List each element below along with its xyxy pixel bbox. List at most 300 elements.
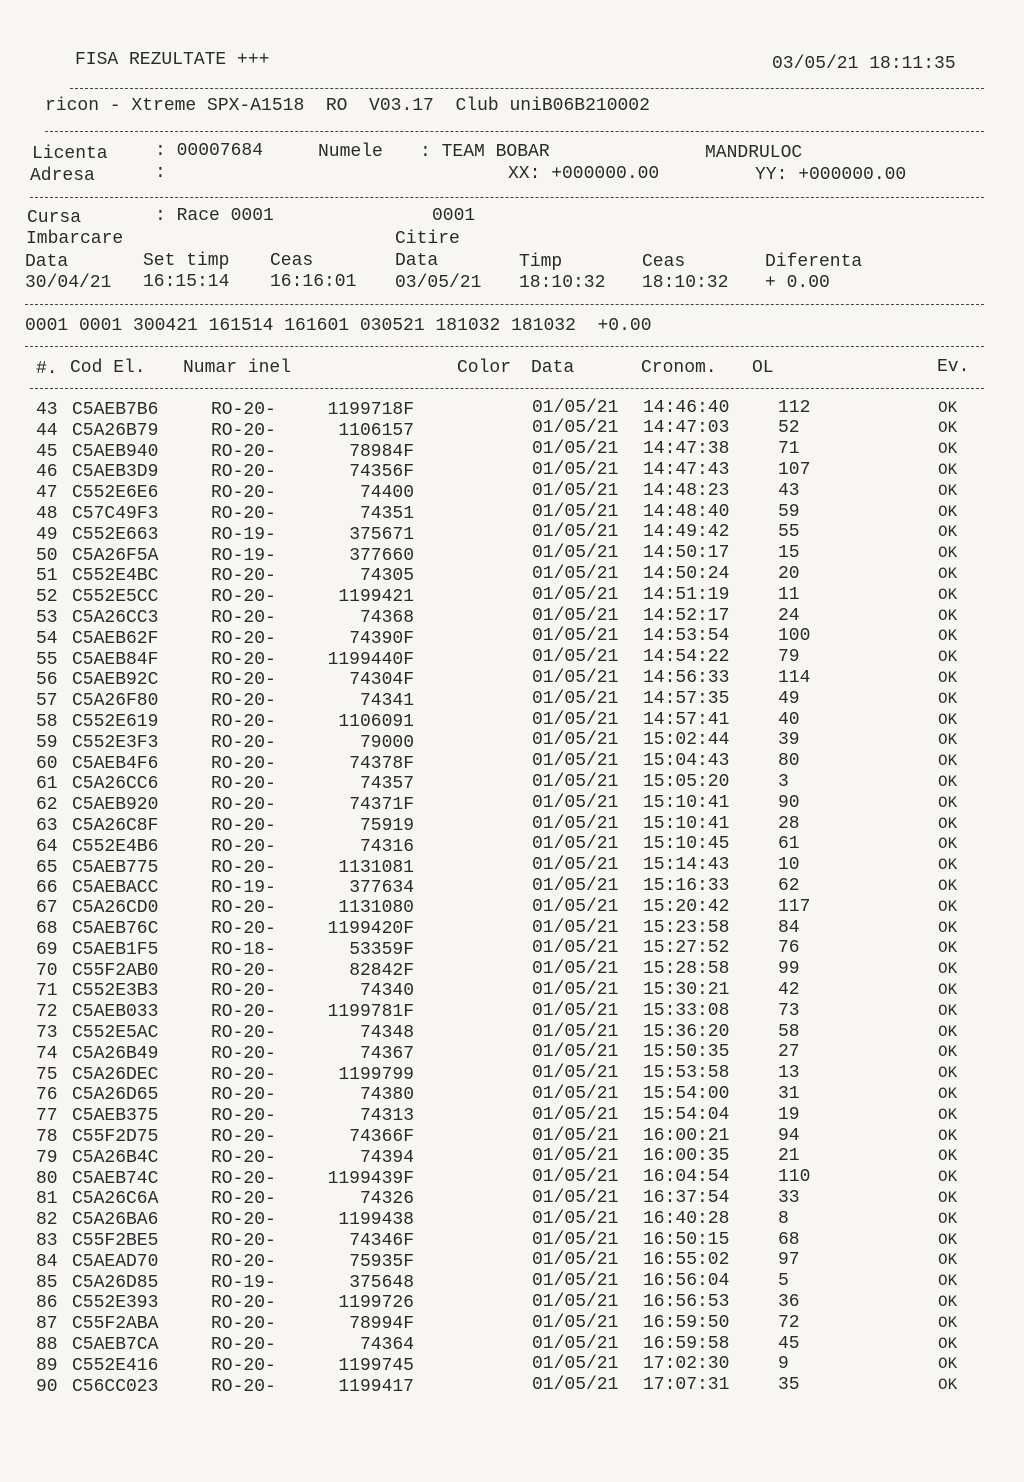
cell-ring-number: 74313 xyxy=(359,1106,414,1127)
cell-ring-prefix: RO-20- xyxy=(211,1251,276,1272)
cell-code: C552E5AC xyxy=(72,1023,159,1043)
cell-ring-number: 1199781F xyxy=(327,1002,414,1023)
cell-ev: OK xyxy=(938,731,958,750)
cell-date: 01/05/21 xyxy=(532,1000,619,1021)
cell-ol: 80 xyxy=(778,751,800,772)
cell-time: 15:16:33 xyxy=(643,875,730,896)
cell-ring-prefix: RO-20- xyxy=(211,816,276,836)
cell-ring-prefix: RO-20- xyxy=(211,1231,276,1251)
cell-time: 15:50:35 xyxy=(643,1042,730,1063)
cell-time: 16:00:35 xyxy=(643,1146,730,1167)
cell-ev: OK xyxy=(938,814,958,833)
cell-ev: OK xyxy=(938,502,958,521)
cell-date: 01/05/21 xyxy=(532,1229,619,1250)
cell-num: 66 xyxy=(36,878,58,899)
cell-time: 15:28:58 xyxy=(643,959,730,980)
cell-num: 48 xyxy=(36,504,58,524)
cell-ol: 58 xyxy=(778,1021,800,1042)
cell-ring-number: 1106157 xyxy=(338,420,414,441)
cell-ring-prefix: RO-20- xyxy=(211,795,276,816)
cell-ol: 24 xyxy=(778,605,800,626)
cell-num: 90 xyxy=(36,1376,58,1397)
cell-ev: OK xyxy=(938,564,958,583)
cell-ol: 114 xyxy=(778,667,811,688)
cell-date: 01/05/21 xyxy=(532,605,619,626)
cell-ring-prefix: RO-20- xyxy=(211,898,276,919)
cell-code: C552E416 xyxy=(72,1355,159,1376)
cell-date: 01/05/21 xyxy=(532,522,619,543)
cell-ring-prefix: RO-20- xyxy=(211,1023,276,1043)
cell-ev: OK xyxy=(938,1313,958,1332)
cell-time: 15:54:00 xyxy=(643,1083,730,1104)
cell-code: C552E5CC xyxy=(72,587,159,608)
cell-time: 14:48:40 xyxy=(643,501,730,522)
cell-time: 17:07:31 xyxy=(643,1375,730,1396)
cell-time: 15:27:52 xyxy=(643,938,730,959)
cell-num: 60 xyxy=(36,753,58,774)
cell-date: 01/05/21 xyxy=(532,563,619,584)
cell-ring-prefix: RO-20- xyxy=(211,1355,276,1376)
cell-ring-number: 74364 xyxy=(359,1335,414,1355)
cell-time: 17:02:30 xyxy=(643,1354,730,1375)
cell-ev: OK xyxy=(938,897,958,916)
cell-code: C5A26D85 xyxy=(72,1272,159,1293)
col-label: Data xyxy=(25,252,69,272)
cell-ol: 3 xyxy=(778,771,789,792)
cell-code: C56CC023 xyxy=(72,1376,159,1397)
cell-num: 75 xyxy=(36,1064,58,1085)
cell-date: 01/05/21 xyxy=(532,1208,619,1229)
cell-date: 01/05/21 xyxy=(532,1250,619,1271)
cell-time: 15:02:44 xyxy=(643,730,730,751)
cell-ol: 8 xyxy=(778,1208,789,1229)
cell-time: 15:20:42 xyxy=(643,896,730,917)
cell-code: C55F2AB0 xyxy=(72,960,159,981)
cell-date: 01/05/21 xyxy=(532,1375,619,1396)
cell-ev: OK xyxy=(938,1064,958,1083)
cell-time: 14:48:23 xyxy=(643,480,730,501)
cell-date: 01/05/21 xyxy=(532,1354,619,1375)
yy-coordinate: YY: +000000.00 xyxy=(755,165,907,185)
cell-code: C5A26CD0 xyxy=(72,898,159,919)
cell-ring-number: 74371F xyxy=(349,795,414,816)
cell-ev: OK xyxy=(938,1105,958,1124)
col-value: 18:10:32 xyxy=(519,273,606,293)
summary-line: 0001 0001 300421 161514 161601 030521 181032 181032 +0.00 xyxy=(25,316,652,336)
col-label: Timp xyxy=(519,252,563,272)
cell-num: 46 xyxy=(36,462,58,483)
divider xyxy=(30,388,984,389)
cell-ev: OK xyxy=(938,1001,958,1020)
cell-time: 14:56:33 xyxy=(643,667,730,688)
device-line: ricon - Xtreme SPX-A1518 RO V03.17 Club uniB06B210002 xyxy=(45,96,650,116)
col-value: + 0.00 xyxy=(765,273,830,293)
cell-ev: OK xyxy=(938,1209,958,1228)
numele-extra: MANDRULOC xyxy=(705,143,803,163)
cell-date: 01/05/21 xyxy=(532,1167,619,1188)
cell-code: C5AEAD70 xyxy=(72,1251,159,1272)
cell-ring-number: 1199726 xyxy=(338,1293,414,1314)
cell-date: 01/05/21 xyxy=(532,1187,619,1208)
cell-time: 15:04:43 xyxy=(643,751,730,772)
cell-ring-number: 74357 xyxy=(359,774,414,795)
cell-ring-prefix: RO-20- xyxy=(211,462,276,483)
cell-ring-prefix: RO-20- xyxy=(211,981,276,1002)
cell-ev: OK xyxy=(938,419,958,438)
cell-ring-prefix: RO-18- xyxy=(211,939,276,960)
cell-ring-prefix: RO-19- xyxy=(211,524,276,545)
cell-ol: 39 xyxy=(778,730,800,751)
cell-num: 43 xyxy=(36,400,58,420)
cell-date: 01/05/21 xyxy=(532,1146,619,1167)
cell-num: 57 xyxy=(36,691,58,712)
cell-ev: OK xyxy=(938,1355,958,1374)
cell-ring-number: 375671 xyxy=(349,524,414,545)
cell-date: 01/05/21 xyxy=(532,896,619,917)
cell-time: 16:00:21 xyxy=(643,1125,730,1146)
cell-ring-prefix: RO-20- xyxy=(211,857,276,878)
cell-ol: 35 xyxy=(778,1375,800,1396)
cell-ring-prefix: RO-20- xyxy=(211,441,276,462)
cell-ol: 112 xyxy=(778,397,811,418)
cell-code: C552E4BC xyxy=(72,566,159,587)
cell-ev: OK xyxy=(938,648,958,667)
cell-ring-prefix: RO-20- xyxy=(211,1293,276,1314)
header-ring: Numar inel xyxy=(183,358,292,378)
cell-ring-prefix: RO-20- xyxy=(211,1168,276,1189)
cell-ev: OK xyxy=(938,1230,958,1249)
cell-ring-number: 377660 xyxy=(349,545,414,566)
cell-ol: 55 xyxy=(778,522,800,543)
cell-ring-prefix: RO-20- xyxy=(211,1147,276,1168)
cell-ol: 20 xyxy=(778,563,800,584)
cell-ring-number: 74378F xyxy=(349,753,414,774)
cell-num: 65 xyxy=(36,857,58,878)
cell-ring-number: 79000 xyxy=(359,732,414,753)
cell-time: 14:47:38 xyxy=(643,439,730,460)
cell-ring-number: 74304F xyxy=(349,670,414,691)
cell-ol: 73 xyxy=(778,1000,800,1021)
col-label: Data xyxy=(395,251,439,271)
cell-ring-prefix: RO-19- xyxy=(211,545,276,566)
cell-ring-prefix: RO-20- xyxy=(211,1085,276,1106)
cell-ring-prefix: RO-20- xyxy=(211,1210,276,1231)
cell-ring-prefix: RO-19- xyxy=(211,878,276,899)
cell-ring-number: 377634 xyxy=(349,878,414,899)
cell-ring-number: 74367 xyxy=(359,1043,414,1064)
col-value: 03/05/21 xyxy=(395,273,482,293)
cell-ol: 10 xyxy=(778,855,800,876)
cell-ev: OK xyxy=(938,627,958,646)
cell-num: 55 xyxy=(36,649,58,670)
cell-date: 01/05/21 xyxy=(532,626,619,647)
cell-date: 01/05/21 xyxy=(532,959,619,980)
cell-num: 80 xyxy=(36,1168,58,1189)
cell-ring-prefix: RO-20- xyxy=(211,774,276,795)
cell-time: 14:52:17 xyxy=(643,605,730,626)
cell-date: 01/05/21 xyxy=(532,938,619,959)
cell-ol: 36 xyxy=(778,1291,800,1312)
cell-ring-number: 1106091 xyxy=(338,712,414,732)
divider xyxy=(25,346,984,347)
licenta-value: : 00007684 xyxy=(155,141,264,161)
cell-date: 01/05/21 xyxy=(532,855,619,876)
licenta-label: Licenta xyxy=(32,144,108,164)
cell-num: 62 xyxy=(36,795,58,816)
cell-code: C5AEB92C xyxy=(72,670,159,691)
cell-ev: OK xyxy=(938,1043,958,1062)
cell-ev: OK xyxy=(938,481,958,500)
divider xyxy=(70,88,984,89)
cell-num: 73 xyxy=(36,1023,58,1043)
cell-code: C5AEB920 xyxy=(72,795,159,816)
printed-timestamp: 03/05/21 18:11:35 xyxy=(772,54,956,74)
cell-time: 14:57:35 xyxy=(643,688,730,709)
cell-code: C5A26C8F xyxy=(72,816,159,836)
cell-ol: 71 xyxy=(778,439,800,460)
cell-time: 15:10:41 xyxy=(643,813,730,834)
cell-ol: 72 xyxy=(778,1312,800,1333)
cell-ring-prefix: RO-20- xyxy=(211,1043,276,1064)
cell-num: 67 xyxy=(36,898,58,919)
cell-time: 16:59:58 xyxy=(643,1333,730,1354)
cell-time: 14:47:43 xyxy=(643,459,730,480)
cell-ring-number: 1199421 xyxy=(338,587,414,608)
cell-ring-prefix: RO-20- xyxy=(211,1376,276,1397)
cell-ring-number: 74356F xyxy=(349,462,414,483)
cell-ring-number: 74346F xyxy=(349,1231,414,1251)
cell-num: 70 xyxy=(36,960,58,981)
cell-ring-prefix: RO-20- xyxy=(211,919,276,939)
header-ol: OL xyxy=(752,358,774,378)
cell-time: 16:40:28 xyxy=(643,1208,730,1229)
cell-date: 01/05/21 xyxy=(532,647,619,668)
cell-ring-number: 1199799 xyxy=(338,1064,414,1085)
cell-ring-number: 74394 xyxy=(359,1147,414,1168)
cell-ol: 15 xyxy=(778,543,800,564)
cell-num: 86 xyxy=(36,1293,58,1314)
cell-ring-prefix: RO-20- xyxy=(211,587,276,608)
cell-code: C5AEB74C xyxy=(72,1168,159,1189)
cell-code: C55F2D75 xyxy=(72,1127,159,1147)
cell-ring-number: 74316 xyxy=(359,836,414,857)
cell-ev: OK xyxy=(938,1376,958,1395)
cell-ev: OK xyxy=(938,710,958,729)
col-label: Ceas xyxy=(642,252,686,272)
cell-num: 45 xyxy=(36,441,58,462)
cell-ring-prefix: RO-20- xyxy=(211,1127,276,1147)
cell-ring-number: 74400 xyxy=(359,483,414,504)
cell-time: 14:46:40 xyxy=(643,397,730,418)
cell-ol: 21 xyxy=(778,1146,800,1167)
cell-time: 15:36:20 xyxy=(643,1021,730,1042)
cell-num: 89 xyxy=(36,1355,58,1376)
cell-ev: OK xyxy=(938,1147,958,1166)
cell-code: C5AEB4F6 xyxy=(72,753,159,774)
cell-ring-prefix: RO-20- xyxy=(211,420,276,441)
cell-num: 44 xyxy=(36,420,58,441)
cell-num: 51 xyxy=(36,566,58,587)
cell-ol: 28 xyxy=(778,813,800,834)
cell-ring-number: 78984F xyxy=(349,441,414,462)
cell-code: C5AEB62F xyxy=(72,628,159,649)
header-time: Cronom. xyxy=(641,358,717,378)
cell-ol: 97 xyxy=(778,1250,800,1271)
cell-code: C5A26C6A xyxy=(72,1189,159,1210)
cell-ev: OK xyxy=(938,1084,958,1103)
cell-ol: 84 xyxy=(778,917,800,938)
cell-ev: OK xyxy=(938,752,958,771)
cell-time: 14:50:24 xyxy=(643,563,730,584)
cell-num: 71 xyxy=(36,981,58,1002)
cell-date: 01/05/21 xyxy=(532,1021,619,1042)
cell-time: 16:59:50 xyxy=(643,1312,730,1333)
cell-ol: 100 xyxy=(778,626,811,647)
cell-ev: OK xyxy=(938,1272,958,1291)
cell-ol: 79 xyxy=(778,647,800,668)
cell-date: 01/05/21 xyxy=(532,1042,619,1063)
cell-ev: OK xyxy=(938,1251,958,1270)
cell-ol: 11 xyxy=(778,584,800,605)
cursa-code: 0001 xyxy=(432,206,476,226)
cell-ring-number: 74305 xyxy=(359,566,414,587)
cell-ev: OK xyxy=(938,1168,958,1187)
cell-time: 14:54:22 xyxy=(643,647,730,668)
document-title: FISA REZULTATE +++ xyxy=(75,50,270,70)
cell-ol: 117 xyxy=(778,896,811,917)
cell-num: 49 xyxy=(36,524,58,545)
cell-ev: OK xyxy=(938,398,958,417)
cell-time: 16:56:04 xyxy=(643,1271,730,1292)
cell-code: C5A26D65 xyxy=(72,1085,159,1106)
cell-date: 01/05/21 xyxy=(532,397,619,418)
header-num: #. xyxy=(36,359,58,379)
col-value: 18:10:32 xyxy=(642,273,729,293)
cell-date: 01/05/21 xyxy=(532,1271,619,1292)
cell-ev: OK xyxy=(938,585,958,604)
cell-num: 56 xyxy=(36,670,58,691)
cell-time: 14:53:54 xyxy=(643,626,730,647)
cell-ring-number: 1199417 xyxy=(338,1376,414,1397)
cell-ring-prefix: RO-20- xyxy=(211,691,276,712)
cell-ev: OK xyxy=(938,939,958,958)
cell-code: C552E3F3 xyxy=(72,732,159,753)
divider xyxy=(30,197,984,198)
cell-num: 74 xyxy=(36,1043,58,1064)
cell-date: 01/05/21 xyxy=(532,1104,619,1125)
cell-date: 01/05/21 xyxy=(532,730,619,751)
cell-ol: 76 xyxy=(778,938,800,959)
cell-date: 01/05/21 xyxy=(532,771,619,792)
cell-ev: OK xyxy=(938,606,958,625)
cell-code: C55F2BE5 xyxy=(72,1231,159,1251)
cell-time: 16:55:02 xyxy=(643,1250,730,1271)
header-date: Data xyxy=(531,358,575,378)
cell-ring-prefix: RO-20- xyxy=(211,1002,276,1023)
cell-time: 15:05:20 xyxy=(643,771,730,792)
col-label: Diferenta xyxy=(765,252,863,272)
imbarcare-label: Imbarcare xyxy=(26,229,124,249)
cell-date: 01/05/21 xyxy=(532,792,619,813)
cell-ring-prefix: RO-20- xyxy=(211,1335,276,1355)
cell-ring-prefix: RO-20- xyxy=(211,483,276,504)
cell-num: 54 xyxy=(36,628,58,649)
cell-date: 01/05/21 xyxy=(532,584,619,605)
cell-ring-prefix: RO-20- xyxy=(211,628,276,649)
cell-date: 01/05/21 xyxy=(532,1291,619,1312)
cell-ol: 59 xyxy=(778,501,800,522)
cell-code: C5AEB775 xyxy=(72,857,159,878)
cell-code: C5AEB3D9 xyxy=(72,462,159,483)
col-value: 16:16:01 xyxy=(270,272,357,292)
cell-ring-prefix: RO-20- xyxy=(211,836,276,857)
cell-ring-number: 1199718F xyxy=(327,400,414,420)
cell-date: 01/05/21 xyxy=(532,459,619,480)
cell-date: 01/05/21 xyxy=(532,439,619,460)
cell-code: C552E4B6 xyxy=(72,836,159,857)
divider xyxy=(25,304,984,305)
cell-ring-prefix: RO-20- xyxy=(211,1314,276,1335)
cell-ring-number: 75935F xyxy=(349,1251,414,1272)
cell-time: 16:37:54 xyxy=(643,1187,730,1208)
cell-date: 01/05/21 xyxy=(532,1312,619,1333)
cell-ol: 99 xyxy=(778,959,800,980)
cell-code: C5A26CC3 xyxy=(72,608,159,628)
cell-num: 85 xyxy=(36,1272,58,1293)
cell-ring-prefix: RO-20- xyxy=(211,1106,276,1127)
cell-ring-prefix: RO-20- xyxy=(211,960,276,981)
cell-ev: OK xyxy=(938,460,958,479)
cell-time: 14:57:41 xyxy=(643,709,730,730)
col-label: Ceas xyxy=(270,251,314,271)
cell-ring-number: 74366F xyxy=(349,1127,414,1147)
cell-ev: OK xyxy=(938,980,958,999)
cell-ring-number: 53359F xyxy=(349,939,414,960)
cell-date: 01/05/21 xyxy=(532,875,619,896)
cell-ring-number: 74340 xyxy=(359,981,414,1002)
cell-ring-number: 78994F xyxy=(349,1314,414,1335)
cell-ol: 31 xyxy=(778,1083,800,1104)
cell-ring-number: 1199420F xyxy=(327,919,414,939)
cursa-label: Cursa xyxy=(27,208,82,228)
cell-num: 69 xyxy=(36,939,58,960)
cell-num: 68 xyxy=(36,919,58,939)
cell-ol: 40 xyxy=(778,709,800,730)
cell-ol: 49 xyxy=(778,688,800,709)
col-value: 16:15:14 xyxy=(143,272,230,292)
adresa-label: Adresa xyxy=(30,166,95,186)
cell-ring-number: 1199438 xyxy=(338,1210,414,1231)
cell-date: 01/05/21 xyxy=(532,667,619,688)
cell-ring-number: 1199439F xyxy=(327,1168,414,1189)
cell-ev: OK xyxy=(938,1126,958,1145)
xx-coordinate: XX: +000000.00 xyxy=(508,164,660,184)
cell-num: 84 xyxy=(36,1251,58,1272)
header-color: Color xyxy=(457,358,512,378)
cell-ol: 45 xyxy=(778,1333,800,1354)
cell-num: 64 xyxy=(36,836,58,857)
cell-ev: OK xyxy=(938,918,958,937)
cell-num: 61 xyxy=(36,774,58,795)
cell-ev: OK xyxy=(938,1022,958,1041)
cell-time: 14:50:17 xyxy=(643,543,730,564)
cell-ring-prefix: RO-20- xyxy=(211,504,276,524)
cell-date: 01/05/21 xyxy=(532,688,619,709)
cell-num: 50 xyxy=(36,545,58,566)
cell-date: 01/05/21 xyxy=(532,1125,619,1146)
cell-ring-number: 1131080 xyxy=(338,898,414,919)
cell-code: C552E3B3 xyxy=(72,981,159,1002)
